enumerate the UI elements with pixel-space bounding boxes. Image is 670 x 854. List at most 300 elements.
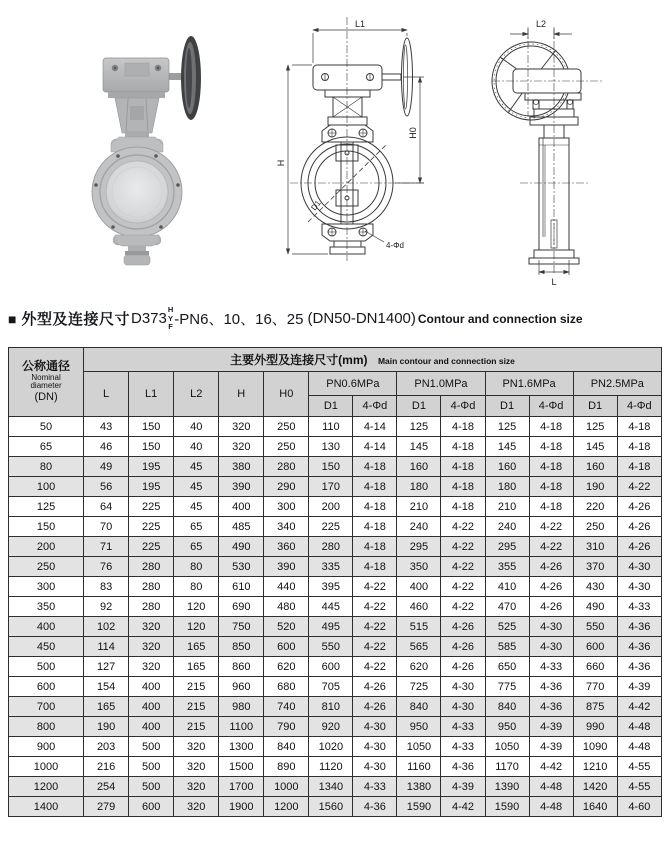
dn-column-header [9, 348, 84, 417]
value-cell: 295 [485, 537, 529, 557]
value-cell: 340 [264, 517, 309, 537]
bolt-leader [365, 231, 384, 242]
subcol-d1: D1 [573, 396, 617, 417]
main-header-en: Main contour and connection size [377, 355, 515, 366]
value-cell: 190 [84, 717, 129, 737]
value-cell: 4-18 [441, 477, 485, 497]
table-row [9, 597, 662, 617]
value-cell: 390 [264, 557, 309, 577]
value-cell: 490 [219, 537, 264, 557]
value-cell: 4-48 [529, 797, 573, 817]
table-row [9, 637, 662, 657]
value-cell: 195 [129, 457, 174, 477]
dn-cell: 100 [9, 477, 84, 497]
value-cell: 4-30 [441, 697, 485, 717]
value-cell: 125 [573, 417, 617, 437]
value-cell: 705 [309, 677, 353, 697]
bottom-stub-photo [113, 235, 161, 265]
gearbox-photo [103, 58, 169, 98]
value-cell: 4-30 [617, 577, 661, 597]
value-cell: 250 [264, 417, 309, 437]
value-cell: 4-36 [441, 757, 485, 777]
pressure-range: -PN6、10、16、25 [174, 311, 304, 329]
value-cell: 4-18 [441, 497, 485, 517]
table-body [9, 417, 662, 817]
value-cell: 4-22 [529, 537, 573, 557]
value-cell: 240 [397, 517, 441, 537]
model-code: D373 [130, 310, 167, 328]
value-cell: 4-22 [353, 657, 397, 677]
value-cell: 380 [219, 457, 264, 477]
subcol-d1: D1 [485, 396, 529, 417]
value-cell: 515 [397, 617, 441, 637]
value-cell: 740 [264, 697, 309, 717]
dim-l1 [313, 30, 407, 63]
value-cell: 4-55 [617, 777, 661, 797]
value-cell: 4-55 [617, 757, 661, 777]
value-cell: 1020 [309, 737, 353, 757]
value-cell: 190 [573, 477, 617, 497]
value-cell: 4-22 [441, 557, 485, 577]
value-cell: 4-30 [441, 677, 485, 697]
value-cell: 4-48 [617, 717, 661, 737]
value-cell: 4-33 [529, 657, 573, 677]
value-cell: 4-18 [353, 497, 397, 517]
value-cell: 840 [485, 697, 529, 717]
square-bullet-icon: ■ [8, 310, 17, 327]
value-cell: 290 [264, 477, 309, 497]
main-header-cn: 主要外型及连接尺寸(mm) [230, 352, 368, 367]
value-cell: 160 [397, 457, 441, 477]
value-cell: 960 [219, 677, 264, 697]
value-cell: 920 [309, 717, 353, 737]
section-title [8, 306, 583, 332]
value-cell: 145 [485, 437, 529, 457]
main-span-header [84, 348, 662, 372]
value-cell: 1210 [573, 757, 617, 777]
dn-header-unit: (DN) [34, 391, 58, 404]
table-row [9, 737, 662, 757]
value-cell: 390 [219, 477, 264, 497]
value-cell: 950 [397, 717, 441, 737]
value-cell: 180 [485, 477, 529, 497]
value-cell: 525 [485, 617, 529, 637]
top-lug-front [322, 125, 373, 142]
value-cell: 49 [84, 457, 129, 477]
value-cell: 1100 [219, 717, 264, 737]
value-cell: 4-18 [353, 477, 397, 497]
value-cell: 154 [84, 677, 129, 697]
variant-y: Y [168, 313, 174, 323]
value-cell: 360 [264, 537, 309, 557]
value-cell: 400 [129, 717, 174, 737]
value-cell: 4-30 [529, 637, 573, 657]
value-cell: 680 [264, 677, 309, 697]
value-cell: 1090 [573, 737, 617, 757]
value-cell: 990 [573, 717, 617, 737]
value-cell: 400 [397, 577, 441, 597]
value-cell: 80 [174, 577, 219, 597]
value-cell: 45 [174, 457, 219, 477]
value-cell: 350 [397, 557, 441, 577]
value-cell: 4-22 [353, 577, 397, 597]
value-cell: 120 [174, 617, 219, 637]
value-cell: 4-18 [353, 457, 397, 477]
value-cell: 320 [174, 777, 219, 797]
side-view-drawing [462, 5, 662, 300]
dn-cell: 80 [9, 457, 84, 477]
value-cell: 4-30 [529, 617, 573, 637]
value-cell: 4-36 [617, 617, 661, 637]
value-cell: 860 [219, 657, 264, 677]
value-cell: 4-18 [353, 557, 397, 577]
value-cell: 56 [84, 477, 129, 497]
table-row [9, 677, 662, 697]
value-cell: 485 [219, 517, 264, 537]
dn-cell: 200 [9, 537, 84, 557]
table-row [9, 777, 662, 797]
gearbox-front [313, 65, 382, 90]
value-cell: 480 [264, 597, 309, 617]
value-cell: 170 [309, 477, 353, 497]
value-cell: 150 [129, 417, 174, 437]
value-cell: 4-30 [353, 757, 397, 777]
value-cell: 65 [174, 517, 219, 537]
value-cell: 45 [174, 497, 219, 517]
value-cell: 114 [84, 637, 129, 657]
value-cell: 165 [174, 657, 219, 677]
value-cell: 83 [84, 577, 129, 597]
value-cell: 500 [129, 757, 174, 777]
value-cell: 4-18 [529, 417, 573, 437]
value-cell: 600 [573, 637, 617, 657]
value-cell: 279 [84, 797, 129, 817]
table-row [9, 437, 662, 457]
value-cell: 400 [129, 677, 174, 697]
neck-front [325, 90, 370, 125]
value-cell: 280 [264, 457, 309, 477]
dn-cell: 900 [9, 737, 84, 757]
table-row [9, 797, 662, 817]
value-cell: 200 [309, 497, 353, 517]
value-cell: 4-26 [529, 577, 573, 597]
value-cell: 4-36 [617, 637, 661, 657]
value-cell: 43 [84, 417, 129, 437]
dn-cell: 150 [9, 517, 84, 537]
value-cell: 150 [309, 457, 353, 477]
value-cell: 4-18 [353, 537, 397, 557]
value-cell: 600 [309, 657, 353, 677]
label-l2: L2 [535, 19, 547, 29]
value-cell: 4-60 [617, 797, 661, 817]
value-cell: 585 [485, 637, 529, 657]
value-cell: 400 [219, 497, 264, 517]
value-cell: 1170 [485, 757, 529, 777]
value-cell: 1500 [219, 757, 264, 777]
value-cell: 4-18 [441, 437, 485, 457]
value-cell: 210 [485, 497, 529, 517]
value-cell: 620 [397, 657, 441, 677]
value-cell: 4-33 [617, 597, 661, 617]
value-cell: 725 [397, 677, 441, 697]
value-cell: 4-26 [529, 557, 573, 577]
value-cell: 4-22 [441, 517, 485, 537]
value-cell: 280 [129, 557, 174, 577]
col-header-L2: L2 [174, 372, 219, 417]
value-cell: 4-18 [529, 477, 573, 497]
value-cell: 160 [485, 457, 529, 477]
value-cell: 440 [264, 577, 309, 597]
value-cell: 280 [129, 577, 174, 597]
value-cell: 890 [264, 757, 309, 777]
value-cell: 240 [485, 517, 529, 537]
value-cell: 250 [573, 517, 617, 537]
col-header-L: L [84, 372, 129, 417]
dn-cell: 1200 [9, 777, 84, 797]
value-cell: 600 [129, 797, 174, 817]
value-cell: 145 [573, 437, 617, 457]
value-cell: 4-36 [353, 797, 397, 817]
dn-cell: 250 [9, 557, 84, 577]
value-cell: 430 [573, 577, 617, 597]
value-cell: 4-42 [441, 797, 485, 817]
value-cell: 295 [397, 537, 441, 557]
value-cell: 310 [573, 537, 617, 557]
value-cell: 160 [573, 457, 617, 477]
value-cell: 180 [397, 477, 441, 497]
value-cell: 950 [485, 717, 529, 737]
value-cell: 4-14 [353, 437, 397, 457]
value-cell: 76 [84, 557, 129, 577]
value-cell: 320 [129, 617, 174, 637]
value-cell: 1300 [219, 737, 264, 757]
value-cell: 490 [573, 597, 617, 617]
value-cell: 4-39 [441, 777, 485, 797]
value-cell: 1160 [397, 757, 441, 777]
value-cell: 70 [84, 517, 129, 537]
subcol-d1: D1 [309, 396, 353, 417]
value-cell: 495 [309, 617, 353, 637]
value-cell: 460 [397, 597, 441, 617]
value-cell: 4-36 [529, 697, 573, 717]
value-cell: 4-33 [441, 717, 485, 737]
dn-cell: 50 [9, 417, 84, 437]
dn-cell: 700 [9, 697, 84, 717]
value-cell: 850 [219, 637, 264, 657]
subcol-bolt: 4-Φd [529, 396, 573, 417]
value-cell: 127 [84, 657, 129, 677]
value-cell: 4-18 [353, 517, 397, 537]
value-cell: 530 [219, 557, 264, 577]
value-cell: 4-18 [441, 417, 485, 437]
value-cell: 980 [219, 697, 264, 717]
value-cell: 165 [174, 637, 219, 657]
valve-body-photo [92, 147, 182, 237]
value-cell: 4-26 [441, 617, 485, 637]
value-cell: 92 [84, 597, 129, 617]
value-cell: 1590 [397, 797, 441, 817]
value-cell: 4-18 [617, 437, 661, 457]
value-cell: 4-26 [617, 497, 661, 517]
value-cell: 40 [174, 437, 219, 457]
dn-cell: 1000 [9, 757, 84, 777]
dn-header-en1: Nominal [31, 372, 61, 382]
value-cell: 320 [129, 657, 174, 677]
value-cell: 125 [397, 417, 441, 437]
table-row [9, 457, 662, 477]
value-cell: 280 [129, 597, 174, 617]
col-header-L1: L1 [129, 372, 174, 417]
value-cell: 500 [129, 737, 174, 757]
value-cell: 660 [573, 657, 617, 677]
dn-cell: 500 [9, 657, 84, 677]
value-cell: 320 [219, 417, 264, 437]
dim-l2 [510, 29, 572, 39]
value-cell: 4-30 [353, 717, 397, 737]
value-cell: 470 [485, 597, 529, 617]
value-cell: 320 [174, 797, 219, 817]
table-row [9, 657, 662, 677]
dn-cell: 400 [9, 617, 84, 637]
value-cell: 810 [309, 697, 353, 717]
table-row [9, 717, 662, 737]
value-cell: 4-26 [529, 597, 573, 617]
value-cell: 4-39 [529, 717, 573, 737]
label-d1: D1 [309, 198, 323, 213]
value-cell: 254 [84, 777, 129, 797]
value-cell: 4-18 [529, 437, 573, 457]
valve-neck-photo [115, 98, 159, 140]
model-variants [168, 306, 173, 332]
value-cell: 150 [129, 437, 174, 457]
table-row [9, 477, 662, 497]
value-cell: 4-26 [441, 657, 485, 677]
value-cell: 1390 [485, 777, 529, 797]
value-cell: 80 [174, 557, 219, 577]
value-cell: 840 [264, 737, 309, 757]
valve-photo [55, 5, 270, 300]
value-cell: 1700 [219, 777, 264, 797]
value-cell: 4-48 [529, 777, 573, 797]
value-cell: 46 [84, 437, 129, 457]
value-cell: 4-48 [617, 737, 661, 757]
label-h: H [276, 159, 286, 167]
value-cell: 4-39 [617, 677, 661, 697]
value-cell: 125 [485, 417, 529, 437]
value-cell: 110 [309, 417, 353, 437]
value-cell: 775 [485, 677, 529, 697]
value-cell: 4-18 [529, 457, 573, 477]
value-cell: 875 [573, 697, 617, 717]
value-cell: 4-39 [529, 737, 573, 757]
front-view-drawing [268, 5, 468, 300]
value-cell: 45 [174, 477, 219, 497]
value-cell: 4-30 [353, 737, 397, 757]
value-cell: 4-33 [353, 777, 397, 797]
value-cell: 40 [174, 417, 219, 437]
value-cell: 4-22 [353, 597, 397, 617]
value-cell: 335 [309, 557, 353, 577]
dn-cell: 450 [9, 637, 84, 657]
table-row [9, 497, 662, 517]
subcol-bolt: 4-Φd [617, 396, 661, 417]
group-header-pn16: PN1.6MPa [485, 372, 573, 396]
label-l1: L1 [354, 19, 366, 29]
value-cell: 410 [485, 577, 529, 597]
value-cell: 102 [84, 617, 129, 637]
variant-h: H [167, 305, 174, 314]
value-cell: 4-26 [617, 517, 661, 537]
value-cell: 4-26 [617, 537, 661, 557]
value-cell: 4-22 [441, 537, 485, 557]
value-cell: 1380 [397, 777, 441, 797]
value-cell: 220 [573, 497, 617, 517]
dn-cell: 65 [9, 437, 84, 457]
value-cell: 1050 [485, 737, 529, 757]
value-cell: 395 [309, 577, 353, 597]
title-english: Contour and connection size [417, 311, 583, 326]
value-cell: 216 [84, 757, 129, 777]
table-row [9, 757, 662, 777]
value-cell: 4-42 [617, 697, 661, 717]
value-cell: 750 [219, 617, 264, 637]
value-cell: 550 [309, 637, 353, 657]
value-cell: 4-26 [441, 637, 485, 657]
value-cell: 280 [309, 537, 353, 557]
table-row [9, 557, 662, 577]
value-cell: 4-22 [617, 477, 661, 497]
value-cell: 4-22 [353, 637, 397, 657]
value-cell: 215 [174, 717, 219, 737]
dn-header-cn: 公称通径 [22, 359, 71, 374]
value-cell: 355 [485, 557, 529, 577]
value-cell: 1640 [573, 797, 617, 817]
table-row [9, 577, 662, 597]
value-cell: 1560 [309, 797, 353, 817]
value-cell: 600 [264, 637, 309, 657]
dn-cell: 300 [9, 577, 84, 597]
value-cell: 225 [129, 537, 174, 557]
value-cell: 320 [174, 737, 219, 757]
value-cell: 215 [174, 677, 219, 697]
value-cell: 130 [309, 437, 353, 457]
value-cell: 400 [129, 697, 174, 717]
value-cell: 4-22 [441, 597, 485, 617]
value-cell: 1050 [397, 737, 441, 757]
table-row [9, 697, 662, 717]
value-cell: 4-26 [353, 677, 397, 697]
group-header-pn06: PN0.6MPa [309, 372, 397, 396]
value-cell: 4-22 [441, 577, 485, 597]
value-cell: 145 [397, 437, 441, 457]
value-cell: 320 [174, 757, 219, 777]
value-cell: 565 [397, 637, 441, 657]
label-h0: H0 [408, 127, 418, 139]
value-cell: 4-26 [353, 697, 397, 717]
value-cell: 65 [174, 537, 219, 557]
value-cell: 4-18 [617, 457, 661, 477]
value-cell: 4-33 [441, 737, 485, 757]
value-cell: 370 [573, 557, 617, 577]
subcol-d1: D1 [397, 396, 441, 417]
value-cell: 690 [219, 597, 264, 617]
value-cell: 210 [397, 497, 441, 517]
value-cell: 4-22 [529, 517, 573, 537]
value-cell: 225 [129, 517, 174, 537]
value-cell: 165 [84, 697, 129, 717]
col-header-H0: H0 [264, 372, 309, 417]
value-cell: 64 [84, 497, 129, 517]
